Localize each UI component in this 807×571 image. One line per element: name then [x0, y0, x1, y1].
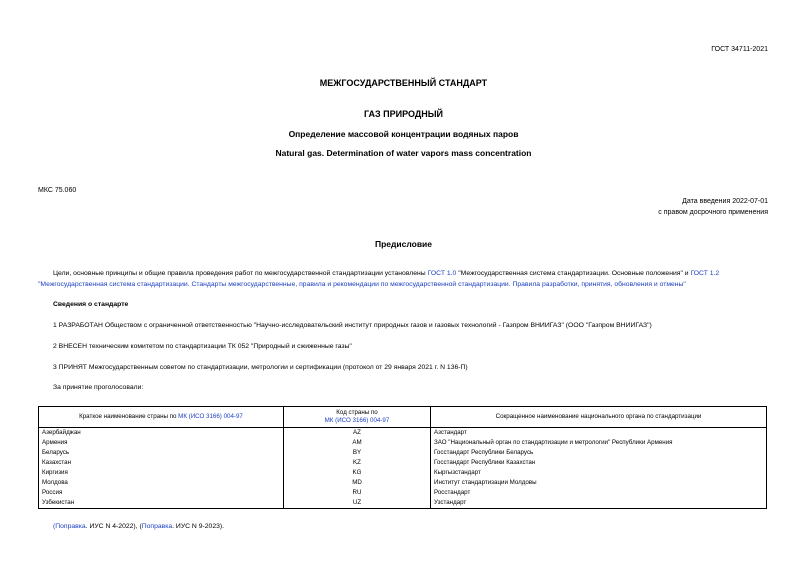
body-cell: Кыргызстандарт [431, 468, 767, 478]
code-cell: MD [284, 478, 431, 488]
code-cell: RU [284, 488, 431, 498]
body-cell: ЗАО "Национальный орган по стандартизации и метрологии" Республики Армения [431, 438, 767, 448]
foreword-intro-line1 [53, 268, 719, 279]
mk-iso-link-col1[interactable]: МК (ИСО 3166) 004-97 [178, 413, 243, 420]
code-cell: UZ [284, 498, 431, 509]
code-cell: BY [284, 448, 431, 458]
early-application-note: с правом досрочного применения [658, 209, 768, 216]
code-cell: KZ [284, 458, 431, 468]
developer-item: 1 РАЗРАБОТАН Обществом с ограниченной ответственностью "Научно-исследовательский институт природных газов и газовых технологий - Газпром ВНИИГАЗ" (ООО "Газпром ВНИИГАЗ") [53, 322, 652, 329]
introduction-date: Дата введения 2022-07-01 [682, 198, 768, 205]
gost-1-2-title-link[interactable]: "Межгосударственная система стандартизации. Стандарты межгосударственные, правила и рекомендации по межгосударственной стандартизации. Правила разработки, принятия, обновления и отмены" [38, 281, 686, 288]
country-cell: Армения [39, 438, 284, 448]
body-cell: Азстандарт [431, 428, 767, 439]
body-cell: Госстандарт Республики Казахстан [431, 458, 767, 468]
country-cell: Казахстан [39, 458, 284, 468]
col-code-header: Код страны по МК (ИСО 3166) 004-97 [284, 407, 431, 428]
gost-1-2-link[interactable]: ГОСТ 1.2 [690, 270, 720, 277]
intro-text-mid: "Межгосударственная система стандартизации. Основные положения" и [456, 270, 691, 277]
adopted-item: 3 ПРИНЯТ Межгосударственным советом по стандартизации, метрологии и сертификации (протокол от 29 января 2021 г. N 136-П) [53, 364, 468, 371]
foreword-heading: Предисловие [374, 239, 433, 249]
col-body-header: Сокращенное наименование национального органа по стандартизации [431, 407, 767, 428]
table-row [39, 468, 767, 478]
voted-label: За принятие проголосовали: [53, 384, 144, 391]
submitted-item: 2 ВНЕСЕН техническим комитетом по стандартизации ТК 052 "Природный и сжиженные газы" [53, 343, 352, 350]
code-cell: AM [284, 438, 431, 448]
intro-text-start: Цели, основные принципы и общие правила проведения работ по межгосударственной стандартизации установлены [53, 270, 428, 277]
col-country-header: Краткое наименование страны по МК (ИСО 3166) 004-97 [39, 407, 284, 428]
body-cell: Росстандарт [431, 488, 767, 498]
mk-iso-link-col2[interactable]: МК (ИСО 3166) 004-97 [324, 417, 390, 424]
standard-info-heading: Сведения о стандарте [53, 301, 129, 308]
table-row [39, 438, 767, 448]
body-cell: Институт стандартизации Молдовы [431, 478, 767, 488]
document-id: ГОСТ 34711-2021 [711, 46, 768, 53]
table-row [39, 488, 767, 498]
countries-table [38, 406, 767, 509]
country-cell: Азербайджан [39, 428, 284, 439]
table-row [39, 498, 767, 509]
amendment-link-2[interactable]: Поправка [141, 523, 173, 530]
table-row [39, 458, 767, 468]
country-cell: Молдова [39, 478, 284, 488]
code-cell: AZ [284, 428, 431, 439]
amendment-link-1[interactable]: Поправка [55, 523, 86, 530]
mks-code: МКС 75.060 [38, 187, 77, 194]
gost-1-0-link[interactable]: ГОСТ 1.0 [427, 270, 457, 277]
country-cell: Россия [39, 488, 284, 498]
body-cell: Госстандарт Республики Беларусь [431, 448, 767, 458]
country-cell: Беларусь [39, 448, 284, 458]
subtitle-en: Natural gas. Determination of water vapors mass concentration [275, 148, 532, 158]
table-row [39, 478, 767, 488]
country-cell: Узбекистан [39, 498, 284, 509]
body-cell: Узстандарт [431, 498, 767, 509]
code-cell: KG [284, 468, 431, 478]
subtitle-ru: Определение массовой концентрации водяных паров [288, 129, 519, 139]
standard-name: ГАЗ ПРИРОДНЫЙ [363, 109, 444, 119]
standard-category: МЕЖГОСУДАРСТВЕННЫЙ СТАНДАРТ [319, 78, 488, 88]
table-row [39, 448, 767, 458]
amendments-note: (Поправка. ИУС N 4-2022), (Поправка. ИУС N 9-2023). [53, 523, 225, 530]
table-row [39, 428, 767, 439]
country-cell: Киргизия [39, 468, 284, 478]
